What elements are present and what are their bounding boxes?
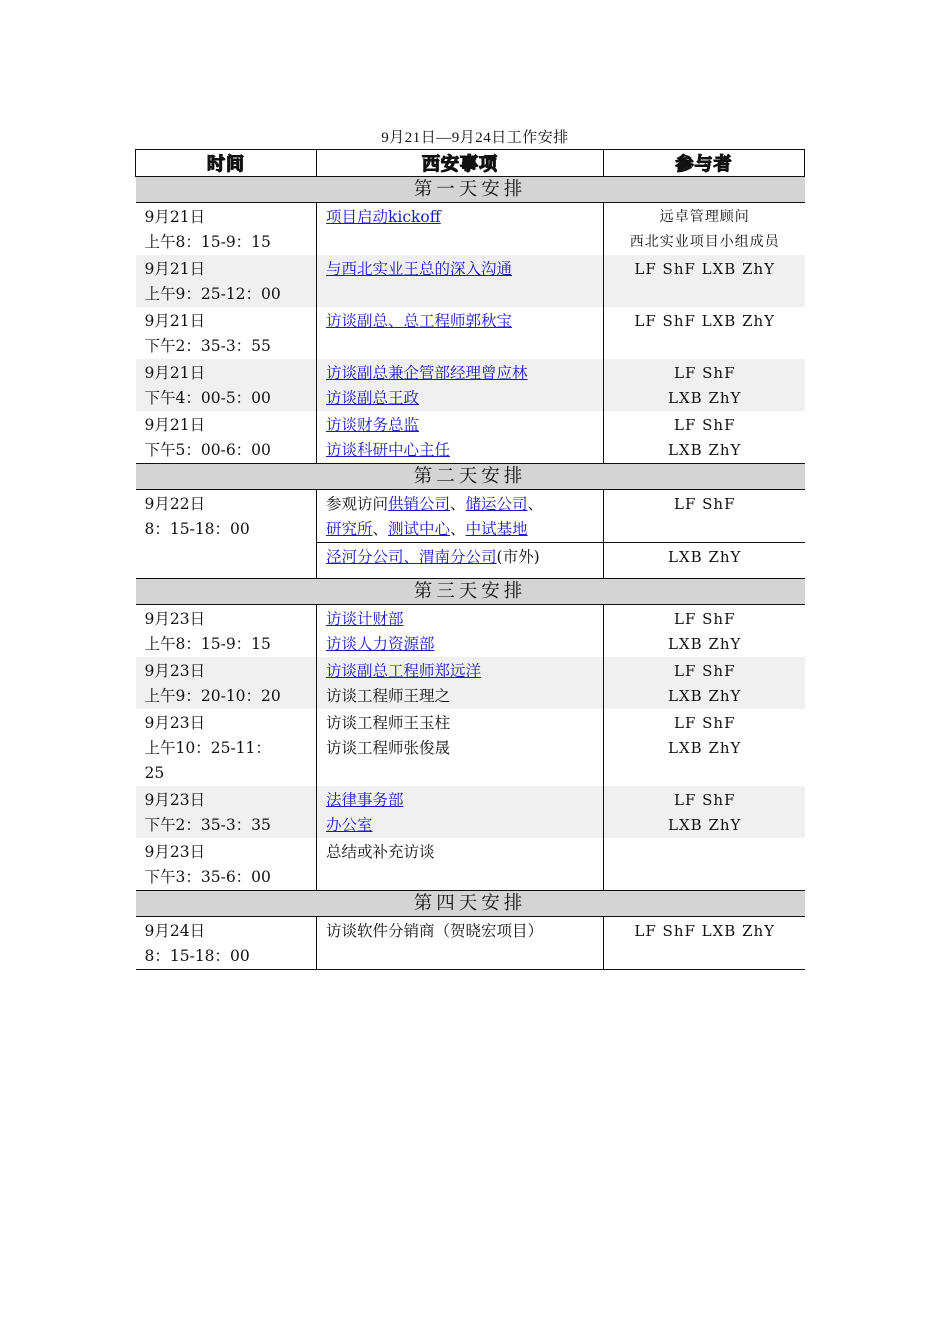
time-text: 上午9：20-10：20 [144,687,281,705]
day-heading-row [136,464,805,490]
matter-link[interactable]: 与西北实业王总的深入沟通 [326,260,513,278]
time-cell [136,786,317,838]
participants-cell [604,657,805,709]
matters-cell [317,657,604,709]
participants-cell [604,490,805,543]
day-heading: 第三天安排 [136,579,805,605]
time-cell [136,359,317,411]
time-text: 下午2：35-3：35 [144,816,271,834]
matter-line [326,492,595,517]
matters-cell [317,709,604,786]
participant-line: LXB ZhY [668,687,742,705]
date-text: 9月21日 [144,364,206,382]
participant-line: LF ShF [674,714,736,732]
matter-link[interactable]: 项目启动kickoff [326,208,441,226]
participant-line: LF ShF [674,610,736,628]
participant-line: LF ShF LXB ZhY [634,922,776,940]
matters-cell [317,307,604,359]
matters-cell [317,917,604,970]
time-text: 上午10：25-11： [144,739,271,757]
matter-text: 总结或补充访谈 [326,843,435,861]
participants-cell [604,917,805,970]
matter-text: 、 [527,495,544,513]
schedule-row [136,307,805,359]
schedule-row [136,490,805,543]
participant-line: LF ShF [674,662,736,680]
date-text: 9月21日 [144,312,206,330]
participant-line: LF ShF [674,364,736,382]
header-matters: 西安事项 [317,150,604,177]
participants-cell [604,359,805,411]
matter-text: 访谈工程师王理之 [326,687,451,705]
schedule-row [136,543,805,579]
matters-cell [317,203,604,256]
matter-line [326,736,595,761]
schedule-row [136,917,805,970]
matter-link[interactable]: 访谈计财部 [326,610,404,628]
matter-link[interactable]: 访谈副总王政 [326,389,420,407]
date-text: 9月21日 [144,260,206,278]
time-text: 8：15-18：00 [144,947,250,965]
schedule-row [136,709,805,786]
participants-cell [604,838,805,891]
time-text: 下午3：35-6：00 [144,868,271,886]
time-cell [136,490,317,543]
matter-text: 、 [450,495,466,513]
matter-line [326,684,595,709]
schedule-table [135,149,805,970]
schedule-body [136,177,805,970]
matter-line [326,788,595,813]
matters-cell [317,838,604,891]
matter-text: 访谈工程师张俊晟 [326,739,451,757]
time-cell [136,543,317,579]
time-text: 下午5：00-6：00 [144,441,271,459]
schedule-row [136,411,805,464]
matter-line [326,517,595,542]
time-text: 上午9：25-12：00 [144,285,281,303]
participants-cell [604,543,805,579]
date-text: 9月21日 [144,208,206,226]
time-cell [136,203,317,256]
time-text: 下午2：35-3：55 [144,337,271,355]
matter-link[interactable]: 储运公司 [465,495,528,513]
day-heading: 第一天安排 [136,177,805,203]
participant-line: LXB ZhY [668,548,742,566]
matters-cell [317,786,604,838]
matter-line [326,413,595,438]
schedule-row [136,359,805,411]
day-heading-row [136,177,805,203]
time-cell [136,255,317,307]
matter-line [326,711,595,736]
time-text: 8：15-18：00 [144,520,250,538]
schedule-row [136,838,805,891]
matter-line [326,840,595,865]
matter-text: 参观访问 [326,495,389,513]
matter-link[interactable]: 中试基地 [465,520,528,538]
participant-line: LXB ZhY [668,635,742,653]
matter-link[interactable]: 研究所 [326,520,373,538]
matter-text: (市外) [496,548,540,566]
matter-line [326,813,595,838]
time-text: 25 [144,764,165,782]
participants-cell [604,786,805,838]
matters-cell [317,605,604,658]
date-text: 9月23日 [144,662,206,680]
matter-text: 、 [372,520,389,538]
time-cell [136,657,317,709]
matters-cell [317,490,604,543]
participant-line: LXB ZhY [668,739,742,757]
day-heading-row [136,579,805,605]
participant-line: LF ShF [674,791,736,809]
participant-line: 西北实业项目小组成员 [629,234,780,250]
matter-link[interactable]: 测试中心 [388,520,451,538]
page-title: 9月21日—9月24日工作安排 [381,130,569,146]
participant-line: LF ShF LXB ZhY [634,312,776,330]
time-cell [136,917,317,970]
header-time: 时间 [136,150,317,177]
participants-cell [604,307,805,359]
matter-line [326,607,595,632]
matter-link[interactable]: 访谈科研中心主任 [326,441,451,459]
participant-line: LXB ZhY [668,816,742,834]
matter-link[interactable]: 访谈副总兼企管部经理曾应林 [326,364,528,382]
schedule-row [136,657,805,709]
matters-cell [317,255,604,307]
time-text: 上午8：15-9：15 [144,635,271,653]
matter-line [326,205,595,230]
date-text: 9月21日 [144,416,206,434]
matter-link[interactable]: 办公室 [326,816,373,834]
schedule-row [136,786,805,838]
participant-line: LXB ZhY [668,389,742,407]
matter-line [326,257,595,282]
day-heading-row [136,891,805,917]
matter-line [326,361,595,386]
matter-line [326,386,595,411]
date-text: 9月23日 [144,843,206,861]
matters-cell [317,359,604,411]
matter-text: 访谈软件分销商（贺晓宏项目） [326,922,544,940]
participant-line: LF ShF LXB ZhY [634,260,776,278]
matters-cell [317,411,604,464]
date-text: 9月23日 [144,714,206,732]
schedule-row [136,203,805,256]
date-text: 9月24日 [144,922,206,940]
date-text: 9月23日 [144,791,206,809]
matter-link[interactable]: 访谈副总工程师郑远洋 [326,662,482,680]
matter-link[interactable]: 泾河分公司、渭南分公司 [326,548,497,566]
matter-link[interactable]: 访谈人力资源部 [326,635,435,653]
matter-link[interactable]: 访谈财务总监 [326,416,420,434]
matter-text: 、 [450,520,466,538]
participants-cell [604,605,805,658]
participant-line: LF ShF [674,416,736,434]
time-text: 下午4：00-5：00 [144,389,271,407]
day-heading: 第二天安排 [136,464,805,490]
matter-line [326,659,595,684]
matter-link[interactable]: 供销公司 [388,495,451,513]
matter-line [326,309,595,334]
participant-line: 远卓管理顾问 [659,209,750,225]
time-cell [136,605,317,658]
time-cell [136,709,317,786]
participants-cell [604,203,805,256]
day-heading: 第四天安排 [136,891,805,917]
matter-line [326,632,595,657]
time-text: 上午8：15-9：15 [144,233,271,251]
date-text: 9月22日 [144,495,206,513]
matter-line [326,919,595,944]
matter-link[interactable]: 法律事务部 [326,791,404,809]
matter-text: 访谈工程师王玉柱 [326,714,451,732]
time-cell [136,411,317,464]
matter-link[interactable]: 访谈副总、总工程师郭秋宝 [326,312,513,330]
participants-cell [604,255,805,307]
participant-line: LF ShF [674,495,736,513]
time-cell [136,307,317,359]
matter-line [326,438,595,463]
participants-cell [604,411,805,464]
schedule-row [136,255,805,307]
participant-line: LXB ZhY [668,441,742,459]
matter-line [326,545,595,570]
table-header [136,150,805,177]
schedule-row [136,605,805,658]
participants-cell [604,709,805,786]
header-participants: 参与者 [604,150,805,177]
matters-cell [317,543,604,579]
date-text: 9月23日 [144,610,206,628]
time-cell [136,838,317,891]
